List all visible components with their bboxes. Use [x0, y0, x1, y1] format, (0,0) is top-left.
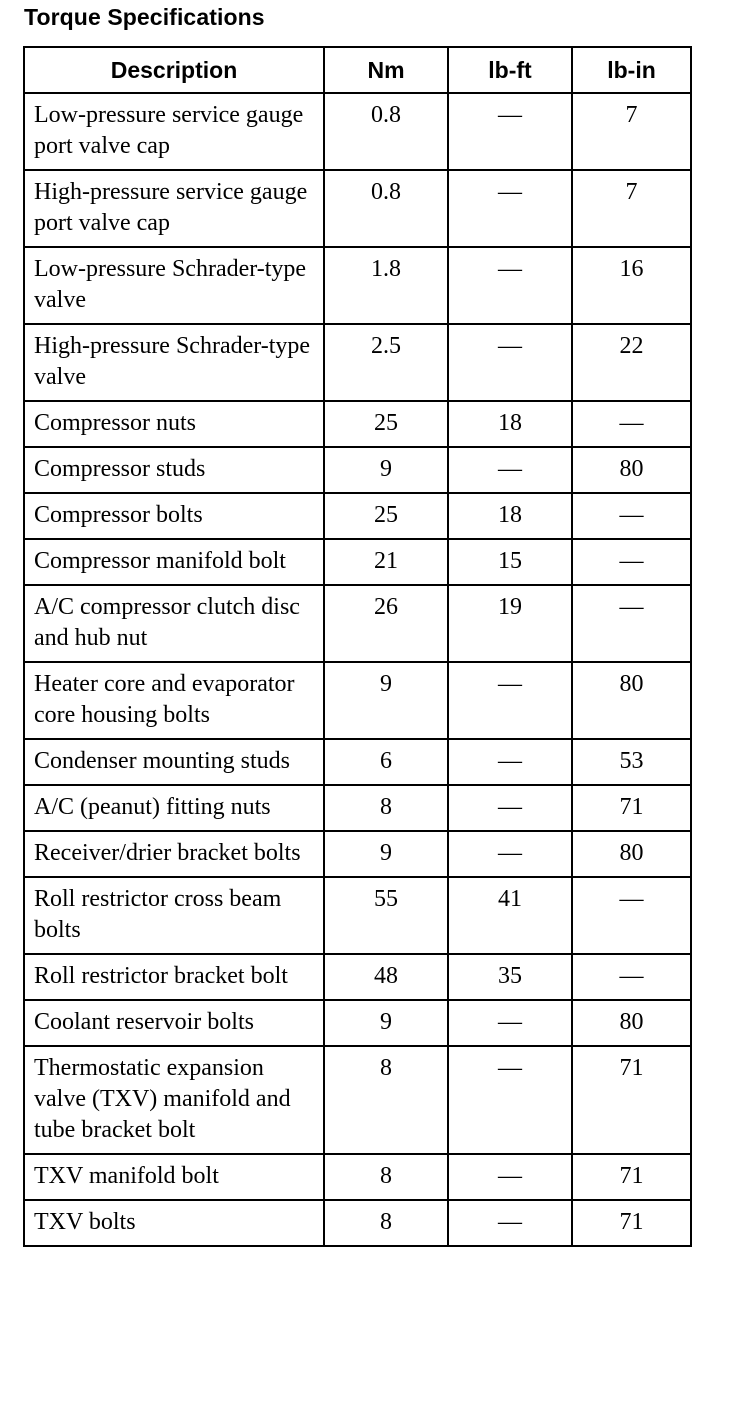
description-cell: A/C compressor clutch disc and hub nut [24, 585, 324, 662]
nm-cell: 0.8 [324, 170, 448, 247]
nm-cell: 48 [324, 954, 448, 1000]
lb-in-cell: — [572, 493, 691, 539]
nm-cell: 26 [324, 585, 448, 662]
page-title: Torque Specifications [24, 4, 265, 30]
description-cell: High-pressure service gauge port valve cap [24, 170, 324, 247]
nm-cell: 8 [324, 785, 448, 831]
nm-cell: 9 [324, 831, 448, 877]
lb-in-cell: 16 [572, 247, 691, 324]
lb-ft-cell: 18 [448, 401, 572, 447]
lb-in-cell: — [572, 539, 691, 585]
table-row [24, 831, 691, 877]
lb-in-cell: — [572, 877, 691, 954]
lb-ft-cell: 15 [448, 539, 572, 585]
table-row [24, 247, 691, 324]
nm-cell: 55 [324, 877, 448, 954]
lb-ft-cell: — [448, 447, 572, 493]
lb-ft-cell: — [448, 1200, 572, 1246]
lb-ft-cell: — [448, 247, 572, 324]
lb-ft-cell: 41 [448, 877, 572, 954]
column-header-description: Description [24, 47, 324, 93]
lb-ft-cell: — [448, 1000, 572, 1046]
nm-cell: 9 [324, 1000, 448, 1046]
description-cell: TXV manifold bolt [24, 1154, 324, 1200]
nm-cell: 25 [324, 493, 448, 539]
lb-ft-cell: — [448, 831, 572, 877]
table-row [24, 401, 691, 447]
table-row [24, 1000, 691, 1046]
table-row [24, 447, 691, 493]
nm-cell: 8 [324, 1154, 448, 1200]
nm-cell: 6 [324, 739, 448, 785]
column-header-lb-ft: lb-ft [448, 47, 572, 93]
description-cell: Low-pressure service gauge port valve cap [24, 93, 324, 170]
lb-in-cell: — [572, 401, 691, 447]
description-cell: Condenser mounting studs [24, 739, 324, 785]
table-row [24, 1200, 691, 1246]
lb-ft-cell: — [448, 662, 572, 739]
lb-in-cell: 71 [572, 1200, 691, 1246]
nm-cell: 8 [324, 1046, 448, 1154]
lb-in-cell: 80 [572, 662, 691, 739]
lb-in-cell: 7 [572, 93, 691, 170]
table-row [24, 493, 691, 539]
lb-ft-cell: 18 [448, 493, 572, 539]
table-row [24, 93, 691, 170]
description-cell: High-pressure Schrader-type valve [24, 324, 324, 401]
lb-ft-cell: 19 [448, 585, 572, 662]
table-row [24, 539, 691, 585]
table-row [24, 585, 691, 662]
description-cell: Heater core and evaporator core housing bolts [24, 662, 324, 739]
lb-in-cell: — [572, 954, 691, 1000]
description-cell: Coolant reservoir bolts [24, 1000, 324, 1046]
nm-cell: 25 [324, 401, 448, 447]
nm-cell: 9 [324, 447, 448, 493]
description-cell: TXV bolts [24, 1200, 324, 1246]
table-row [24, 785, 691, 831]
torque-spec-table [23, 46, 692, 1247]
lb-in-cell: 80 [572, 831, 691, 877]
table-row [24, 662, 691, 739]
lb-in-cell: 80 [572, 447, 691, 493]
description-cell: Receiver/drier bracket bolts [24, 831, 324, 877]
lb-ft-cell: — [448, 170, 572, 247]
table-row [24, 739, 691, 785]
table-row [24, 877, 691, 954]
nm-cell: 9 [324, 662, 448, 739]
lb-ft-cell: — [448, 93, 572, 170]
lb-in-cell: 53 [572, 739, 691, 785]
lb-in-cell: 71 [572, 1154, 691, 1200]
table-row [24, 324, 691, 401]
description-cell: Roll restrictor bracket bolt [24, 954, 324, 1000]
table-row [24, 1154, 691, 1200]
lb-ft-cell: — [448, 1046, 572, 1154]
nm-cell: 1.8 [324, 247, 448, 324]
lb-in-cell: — [572, 585, 691, 662]
lb-in-cell: 80 [572, 1000, 691, 1046]
nm-cell: 8 [324, 1200, 448, 1246]
table-row [24, 170, 691, 247]
lb-in-cell: 71 [572, 1046, 691, 1154]
description-cell: Roll restrictor cross beam bolts [24, 877, 324, 954]
table-row [24, 1046, 691, 1154]
lb-ft-cell: — [448, 324, 572, 401]
nm-cell: 2.5 [324, 324, 448, 401]
description-cell: Compressor nuts [24, 401, 324, 447]
description-cell: Compressor bolts [24, 493, 324, 539]
lb-in-cell: 22 [572, 324, 691, 401]
nm-cell: 21 [324, 539, 448, 585]
table-header-row [24, 47, 691, 93]
table-row [24, 954, 691, 1000]
lb-ft-cell: — [448, 1154, 572, 1200]
column-header-lb-in: lb-in [572, 47, 691, 93]
column-header-nm: Nm [324, 47, 448, 93]
description-cell: Compressor manifold bolt [24, 539, 324, 585]
description-cell: Thermostatic expansion valve (TXV) manifold and tube bracket bolt [24, 1046, 324, 1154]
description-cell: A/C (peanut) fitting nuts [24, 785, 324, 831]
lb-ft-cell: 35 [448, 954, 572, 1000]
lb-in-cell: 71 [572, 785, 691, 831]
lb-in-cell: 7 [572, 170, 691, 247]
nm-cell: 0.8 [324, 93, 448, 170]
description-cell: Low-pressure Schrader-type valve [24, 247, 324, 324]
lb-ft-cell: — [448, 739, 572, 785]
description-cell: Compressor studs [24, 447, 324, 493]
lb-ft-cell: — [448, 785, 572, 831]
